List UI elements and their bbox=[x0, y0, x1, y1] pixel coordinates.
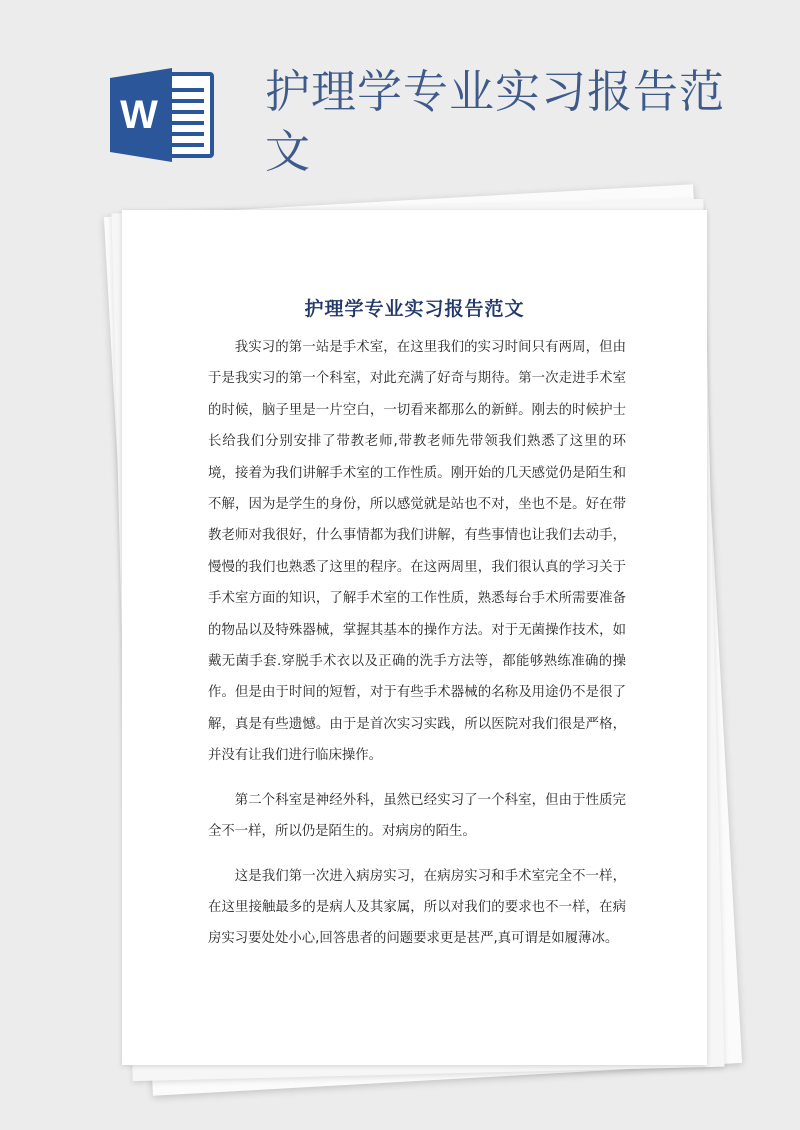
logo-letter: W bbox=[120, 93, 158, 137]
word-document-icon bbox=[110, 68, 220, 162]
paragraph: 我实习的第一站是手术室，在这里我们的实习时间只有两周，但由于是我实习的第一个科室，对此充满了好奇与期待。第一次走进手术室的时候，脑子里是一片空白，一切看来都那么的新鲜。刚去的时候护士长给我们分别安排了带教老师,带教老师先带领我们熟悉了这里的环境，接着为我们讲解手术室的工作性质。刚开始的几天感觉仍是陌生和不解，因为是学生的身份，所以感觉就是站也不对，坐也不是。好在带教老师对我很好，什么事情都为我们讲解，有些事情也让我们去动手，慢慢的我们也熟悉了这里的程序。在这两周里，我们很认真的学习关于手术室方面的知识，了解手术室的工作性质，熟悉每台手术所需要准备的物品以及特殊器械，掌握其基本的操作方法。对于无菌操作技术，如戴无菌手套.穿脱手术衣以及正确的洗手方法等，都能够熟练准确的操作。但是由于时间的短暂，对于有些手术器械的名称及用途仍不是很了解，真是有些遗憾。由于是首次实习实践，所以医院对我们很是严格，并没有让我们进行临床操作。 bbox=[208, 340, 626, 764]
document-title: 护理学专业实习报告范文 bbox=[304, 298, 525, 320]
document-body bbox=[208, 332, 626, 968]
page-title: 护理学专业实习报告范文 bbox=[265, 65, 726, 178]
paragraph: 这是我们第一次进入病房实习，在病房实习和手术室完全不一样，在这里接触最多的是病人及其家属，所以对我们的要求也不一样，在病房实习要处处小心,回答患者的问题要求更是甚严,真可谓是如履薄冰。 bbox=[208, 868, 626, 947]
paragraph: 第二个科室是神经外科，虽然已经实习了一个科室，但由于性质完全不一样，所以仍是陌生的。对病房的陌生。 bbox=[208, 792, 626, 840]
document-page bbox=[122, 210, 707, 1065]
